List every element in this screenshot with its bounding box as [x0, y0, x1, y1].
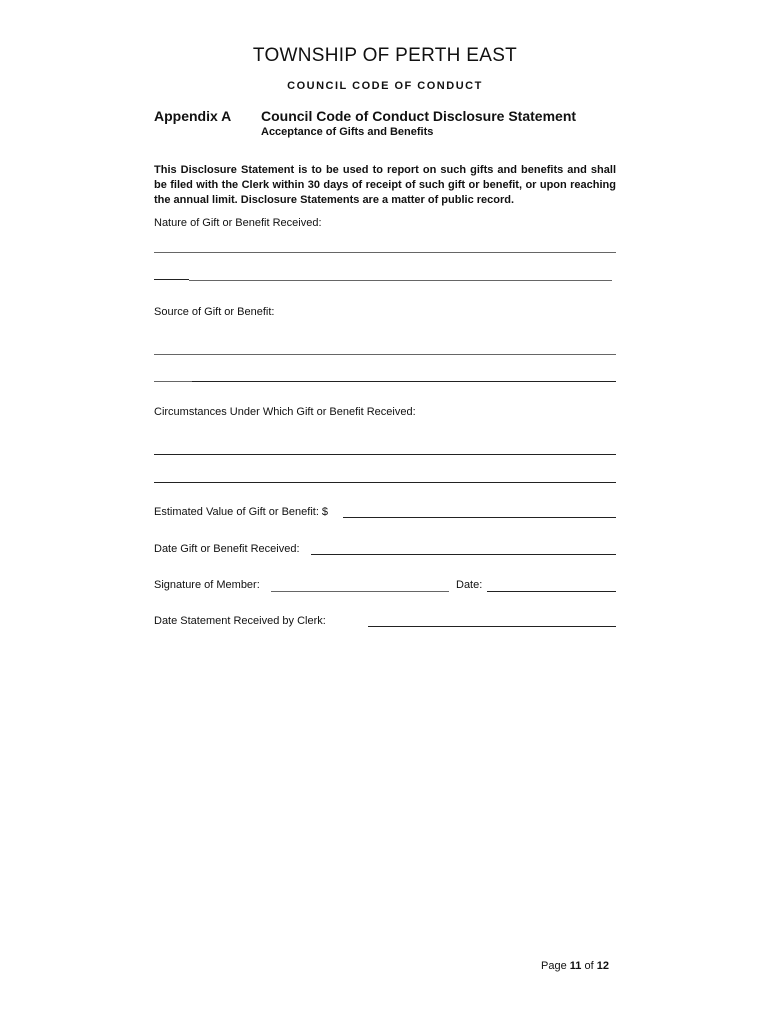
- page-number: [541, 960, 609, 972]
- clerk-date-label: Date Statement Received by Clerk:: [154, 615, 326, 627]
- signature-label: Signature of Member:: [154, 579, 260, 591]
- circumstances-line-2[interactable]: [154, 482, 616, 483]
- clerk-date-field[interactable]: [368, 626, 616, 627]
- date-field[interactable]: [487, 591, 616, 592]
- intro-paragraph: This Disclosure Statement is to be used to report on such gifts and benefits and shall be filed with the Clerk within 30 days of receipt of such gift or benefit, or upon reaching the annual limit. Disclosure Statements are a matter of public record.: [154, 164, 616, 206]
- signature-field[interactable]: [271, 591, 449, 592]
- document-title: TOWNSHIP OF PERTH EAST: [252, 45, 518, 66]
- date-label: Date:: [456, 579, 483, 591]
- value-field[interactable]: [343, 517, 616, 518]
- nature-line-1[interactable]: [154, 252, 616, 253]
- page-word: Page: [541, 960, 567, 972]
- page-current: 11: [569, 960, 582, 972]
- date-received-label: Date Gift or Benefit Received:: [154, 543, 300, 555]
- circumstances-line-1[interactable]: [154, 454, 616, 455]
- source-line-1[interactable]: [154, 354, 616, 355]
- document-subtitle: COUNCIL CODE OF CONDUCT: [287, 80, 483, 92]
- source-line-2[interactable]: [192, 381, 616, 382]
- source-line-2a: [154, 381, 192, 382]
- date-received-field[interactable]: [311, 554, 616, 555]
- nature-label: Nature of Gift or Benefit Received:: [154, 217, 322, 229]
- circumstances-label: Circumstances Under Which Gift or Benefit Received:: [154, 406, 416, 418]
- page-total: 12: [596, 960, 609, 972]
- statement-heading: Council Code of Conduct Disclosure Statement: [261, 108, 577, 124]
- source-label: Source of Gift or Benefit:: [154, 306, 275, 318]
- nature-line-2a: [154, 279, 189, 280]
- appendix-label: Appendix A: [154, 108, 232, 124]
- of-word: of: [584, 960, 594, 972]
- value-label: Estimated Value of Gift or Benefit: $: [154, 506, 329, 518]
- statement-subheading: Acceptance of Gifts and Benefits: [261, 126, 434, 138]
- nature-line-2[interactable]: [189, 280, 612, 281]
